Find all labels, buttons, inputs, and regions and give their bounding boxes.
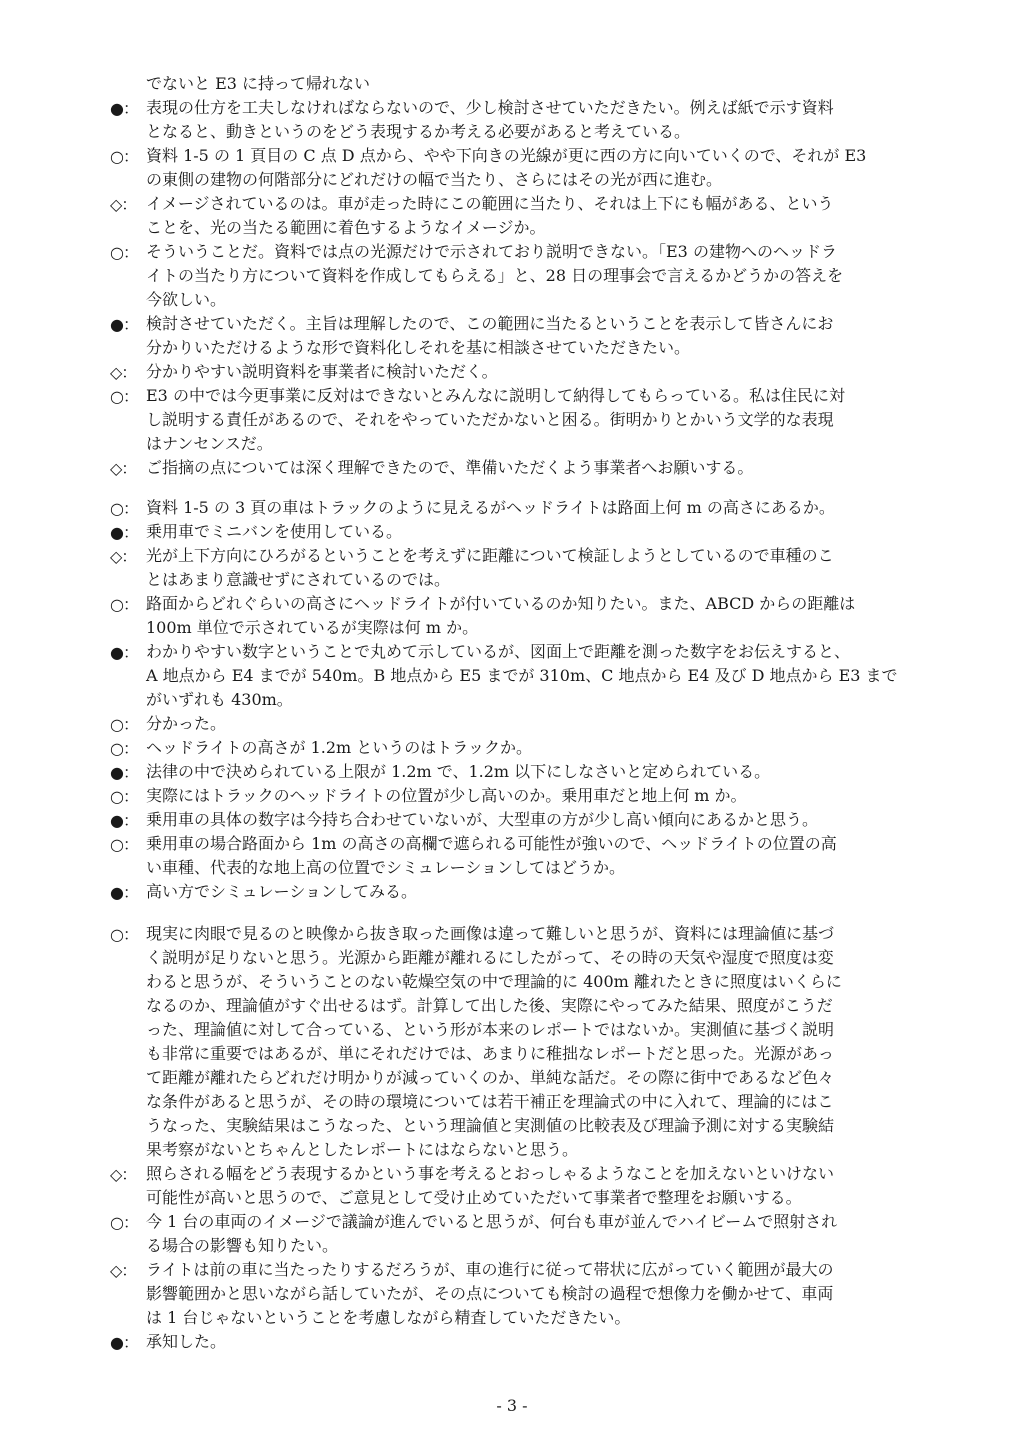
speaker-marker: ◇： bbox=[110, 363, 137, 382]
speaker-marker: ○： bbox=[110, 739, 138, 758]
remark-text-line: ことを、光の当たる範囲に着色するようなイメージか。 bbox=[146, 218, 546, 237]
remark-text-line: そういうことだ。資料では点の光源だけで示されており説明できない。「E3 の建物へのヘッドラ bbox=[146, 242, 837, 261]
remark-text-line: く説明が足りないと思う。光源から距離が離れるにしたがって、その時の天気や湿度で照度は変 bbox=[146, 948, 834, 967]
remark-text-line: 高い方でシミュレーションしてみる。 bbox=[146, 882, 418, 901]
remark-text-line: 表現の仕方を工夫しなければならないので、少し検討させていただきたい。例えば紙で示す資料 bbox=[146, 98, 834, 117]
remark-text-line: とはあまり意識せずにされているのでは。 bbox=[146, 570, 451, 589]
remark-text-line: し説明する責任があるので、それをやっていただかないと困る。街明かりとかいう文学的な表現 bbox=[146, 410, 834, 429]
remark-text-line: 承知した。 bbox=[146, 1332, 227, 1351]
speaker-marker: ◇： bbox=[110, 1165, 137, 1184]
remark-text-line: 乗用車の具体の数字は今持ち合わせていないが、大型車の方が少し高い傾向にあるかと思う。 bbox=[146, 810, 819, 829]
speaker-marker: ◇： bbox=[110, 547, 137, 566]
speaker-marker: ●： bbox=[110, 315, 138, 334]
remark-text-line: わると思うが、そういうことのない乾燥空気の中で理論的に 400m 離れたときに照度はいくらに bbox=[146, 972, 842, 991]
speaker-marker: ●： bbox=[110, 643, 138, 662]
speaker-marker: ◇： bbox=[110, 459, 137, 478]
speaker-marker: ◇： bbox=[110, 1261, 137, 1280]
remark-text-line: 影響範囲かと思いながら話していたが、その点についても検討の過程で想像力を働かせて、車両 bbox=[146, 1284, 834, 1303]
remark-text-line: 果考察がないとちゃんとしたレポートにはならないと思う。 bbox=[146, 1140, 579, 1159]
remark-text-line: 実際にはトラックのヘッドライトの位置が少し高いのか。乗用車だと地上何 m か。 bbox=[146, 786, 747, 805]
remark-text-line: る場合の影響も知りたい。 bbox=[146, 1236, 339, 1255]
remark-text-line: ご指摘の点については深く理解できたので、準備いただくよう事業者へお願いする。 bbox=[146, 458, 754, 477]
speaker-marker: ●： bbox=[110, 523, 138, 542]
speaker-marker: ●： bbox=[110, 811, 138, 830]
remark-text-line: 法律の中で決められている上限が 1.2m で、1.2m 以下にしなさいと定められている。 bbox=[146, 762, 771, 781]
remark-text-line: 可能性が高いと思うので、ご意見として受け止めていただいて事業者で整理をお願いする。 bbox=[146, 1188, 802, 1207]
remark-text-line: な条件があると思うが、その時の環境については若干補正を理論式の中に入れて、理論的にはこ bbox=[146, 1092, 834, 1111]
speaker-marker: ●： bbox=[110, 99, 138, 118]
remark-text-line: の東側の建物の何階部分にどれだけの幅で当たり、さらにはその光が西に進む。 bbox=[146, 170, 723, 189]
speaker-marker: ○： bbox=[110, 243, 138, 262]
remark-text-line: 乗用車でミニバンを使用している。 bbox=[146, 522, 403, 541]
remark-text-line: 現実に肉眼で見るのと映像から抜き取った画像は違って難しいと思うが、資料には理論値に基づ bbox=[146, 924, 835, 943]
remark-text-line: イトの当たり方について資料を作成してもらえる」と、28 日の理事会で言えるかどうかの答えを bbox=[146, 266, 844, 285]
remark-text-line: 100m 単位で示されているが実際は何 m か。 bbox=[146, 618, 479, 637]
speaker-marker: ○： bbox=[110, 499, 138, 518]
speaker-marker: ○： bbox=[110, 835, 138, 854]
remark-text-line: でないと E3 に持って帰れない bbox=[146, 74, 371, 93]
speaker-marker: ○： bbox=[110, 147, 138, 166]
remark-text-line: い車種、代表的な地上高の位置でシミュレーションしてはどうか。 bbox=[146, 858, 626, 877]
remark-text-line: 今 1 台の車両のイメージで議論が進んでいると思うが、何台も車が並んでハイビームで照射され bbox=[146, 1212, 838, 1231]
remark-text-line: 分かりいただけるような形で資料化しそれを基に相談させていただきたい。 bbox=[146, 338, 691, 357]
remark-text-line: はナンセンスだ。 bbox=[146, 434, 273, 453]
remark-text-line: 照らされる幅をどう表現するかという事を考えるとおっしゃるようなことを加えないといけない bbox=[146, 1164, 835, 1183]
remark-text-line: 検討させていただく。主旨は理解したので、この範囲に当たるということを表示して皆さんにお bbox=[146, 314, 834, 333]
remark-text-line: 路面からどれぐらいの高さにヘッドライトが付いているのか知りたい。また、ABCD からの距離は bbox=[146, 594, 856, 613]
remark-text-line: ライトは前の車に当たったりするだろうが、車の進行に従って帯状に広がっていく範囲が最大の bbox=[146, 1260, 834, 1279]
remark-text-line: った、理論値に対して合っている、という形が本来のレポートではないか。実測値に基づく説明 bbox=[146, 1020, 835, 1039]
remark-text-line: 今欲しい。 bbox=[146, 290, 227, 309]
page-number: - 3 - bbox=[496, 1396, 528, 1415]
remark-text-line: なるのか、理論値がすぐ出せるはず。計算して出した後、実際にやってみた結果、照度がこうだ bbox=[146, 996, 833, 1015]
speaker-marker: ●： bbox=[110, 763, 138, 782]
speaker-marker: ●： bbox=[110, 1333, 138, 1352]
remark-text-line: がいずれも 430m。 bbox=[146, 690, 293, 709]
speaker-marker: ○： bbox=[110, 387, 138, 406]
speaker-marker: ○： bbox=[110, 1213, 138, 1232]
remark-text-line: E3 の中では今更事業に反対はできないとみんなに説明して納得してもらっている。私は住民に対 bbox=[146, 386, 845, 405]
remark-text-line: イメージされているのは。車が走った時にこの範囲に当たり、それは上下にも幅がある、という bbox=[146, 194, 834, 213]
speaker-marker: ○： bbox=[110, 925, 138, 944]
remark-text-line: うなった、実験結果はこうなった、という理論値と実測値の比較表及び理論予測に対する実験結 bbox=[146, 1116, 835, 1135]
speaker-marker: ○： bbox=[110, 595, 138, 614]
remark-text-line: 分かった。 bbox=[146, 714, 227, 733]
remark-text-line: A 地点から E4 までが 540m。B 地点から E5 までが 310m、C 地点から E4 及び D 地点から E3 まで bbox=[146, 666, 898, 685]
remark-text-line: 資料 1-5 の 1 頁目の C 点 D 点から、やや下向きの光線が更に西の方に向いていくので、それが E3 bbox=[146, 146, 867, 165]
remark-text-line: 乗用車の場合路面から 1m の高さの高欄で遮られる可能性が強いので、ヘッドライトの位置の高 bbox=[146, 834, 837, 853]
remark-text-line: も非常に重要ではあるが、単にそれだけでは、あまりに稚拙なレポートだと思った。光源があっ bbox=[146, 1044, 834, 1063]
remark-text-line: は 1 台じゃないということを考慮しながら精査していただきたい。 bbox=[146, 1308, 631, 1327]
remark-text-line: て距離が離れたらどれだけ明かりが減っていくのか、単純な話だ。その際に街中であるなど色々 bbox=[146, 1068, 835, 1087]
remark-text-line: 分かりやすい説明資料を事業者に検討いただく。 bbox=[146, 362, 498, 381]
speaker-marker: ◇： bbox=[110, 195, 137, 214]
remark-text-line: 資料 1-5 の 3 頁の車はトラックのように見えるがヘッドライトは路面上何 m の高さにあるか。 bbox=[146, 498, 835, 517]
speaker-marker: ○： bbox=[110, 715, 138, 734]
remark-text-line: ヘッドライトの高さが 1.2m というのはトラックか。 bbox=[146, 738, 532, 757]
speaker-marker: ○： bbox=[110, 787, 138, 806]
speaker-marker: ●： bbox=[110, 883, 138, 902]
remark-text-line: 光が上下方向にひろがるということを考えずに距離について検証しようとしているので車種のこ bbox=[146, 546, 834, 565]
remark-text-line: となると、動きというのをどう表現するか考える必要があると考えている。 bbox=[146, 122, 691, 141]
remark-text-line: わかりやすい数字ということで丸めて示しているが、図面上で距離を測った数字をお伝えすると、 bbox=[146, 642, 851, 661]
